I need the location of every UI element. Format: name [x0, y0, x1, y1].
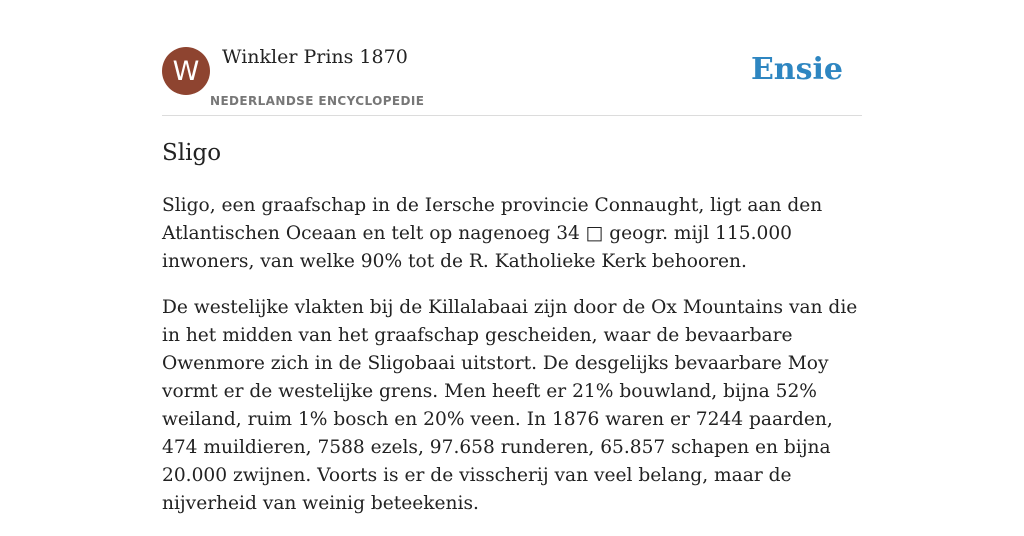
- ensie-logo-link[interactable]: Ensie: [750, 52, 843, 87]
- source-avatar[interactable]: W: [162, 47, 210, 95]
- source-title[interactable]: Winkler Prins 1870: [222, 46, 408, 68]
- source-subtitle: NEDERLANDSE ENCYCLOPEDIE: [210, 94, 425, 108]
- header-divider: [162, 115, 862, 116]
- entry-paragraph: De westelijke vlakten bij de Killalabaai zijn door de Ox Mountains van die in het midden van het graafschap gescheiden, waar de bevaarbare Owenmore zich in de Sligobaai uitstort. De desgelijks bevaarbare Moy vormt er de westelijke grens. Men heeft er 21% bouwland, bijna 52% weiland, ruim 1% bosch en 20% veen. In 1876 waren er 7244 paarden, 474 muildieren, 7588 ezels, 97.658 runderen, 65.857 schapen en bijna 20.000 zwijnen. Voorts is er de visscherij van veel belang, maar de nijverheid van weinig beteekenis.: [162, 297, 858, 514]
- entry-paragraph: Sligo, een graafschap in de Iersche provincie Connaught, ligt aan den Atlantischen Oceaan en telt op nagenoeg 34 □ geogr. mijl 115.000 inwoners, van welke 90% tot de R. Katholieke Kerk behooren.: [162, 195, 823, 272]
- entry-title: Sligo: [162, 140, 222, 166]
- entry-body: [162, 192, 862, 536]
